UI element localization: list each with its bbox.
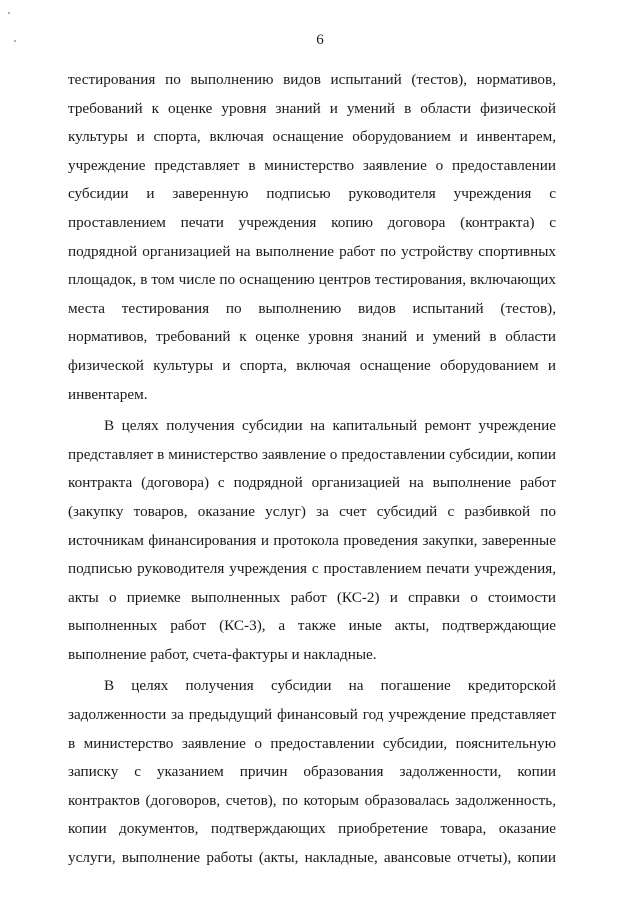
text-line: подписью руководителя учреждения с проставлением печати учреждения, [68,560,556,578]
text-line: В целях получения субсидии на капитальный ремонт учреждение [104,417,556,435]
text-line: выполненных работ (КС-3), а также иные акты, подтверждающие [68,617,556,635]
text-line: акты о приемке выполненных работ (КС-2) и справки о стоимости [68,588,556,606]
text-line: подрядной организацией на выполнение работ по устройству спортивных [68,242,556,260]
paragraph-3 [68,672,556,872]
text-line: проставлением печати учреждения копию договора (контракта) с [68,213,556,231]
text-line: площадок, в том числе по оснащению центров тестирования, включающих [68,271,556,289]
text-line: требований к оценке уровня знаний и умений в области физической [68,99,556,117]
text-line: контракта (договора) с подрядной организацией на выполнение работ [68,474,556,492]
text-line: нормативов, требований к оценке уровня знаний и умений в области [68,328,556,346]
text-line: выполнение работ, счета-фактуры и накладные. [68,645,377,663]
text-line: копии документов, подтверждающих приобретение товара, оказание [68,820,556,838]
text-line: тестирования по выполнению видов испытаний (тестов), нормативов, [68,71,556,88]
text-line: субсидии и заверенную подписью руководителя учреждения с [68,185,556,203]
text-line: контрактов (договоров, счетов), по которым образовалась задолженность, [68,791,556,809]
text-line: записку с указанием причин образования задолженности, копии [68,763,556,781]
text-line: услуги, выполнение работы (акты, накладные, авансовые отчеты), копии [68,849,556,867]
text-line: инвентарем. [68,385,148,403]
text-line: физической культуры и спорта, включая оснащение оборудованием и [68,356,556,374]
text-line: в министерство заявление о предоставлении субсидии, пояснительную [68,734,556,752]
text-line: В целях получения субсидии на погашение кредиторской [104,677,556,695]
page-number: 6 [316,32,324,48]
text-line: места тестирования по выполнению видов испытаний (тестов), [68,299,556,317]
document-body [68,66,556,873]
paragraph-1 [68,66,556,409]
text-line: (закупку товаров, оказание услуг) за счет субсидий с разбивкой по [68,502,556,520]
text-line: представляет в министерство заявление о предоставлении субсидии, копии [68,445,556,463]
scan-speck [14,40,16,42]
text-line: культуры и спорта, включая оснащение оборудованием и инвентарем, [68,128,556,146]
text-line: источникам финансирования и протокола проведения закупки, заверенные [68,531,556,549]
paragraph-2 [68,412,556,669]
text-line: задолженности за предыдущий финансовый год учреждение представляет [68,706,556,724]
scan-speck [8,12,10,14]
text-line: учреждение представляет в министерство заявление о предоставлении [68,156,556,174]
